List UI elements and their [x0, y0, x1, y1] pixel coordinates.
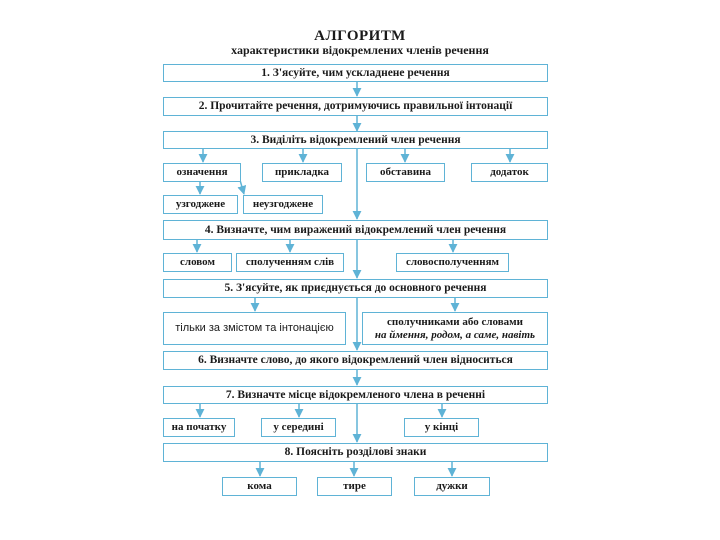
step3-option-obstavyna: обставина [366, 163, 445, 182]
step-2: 2. Прочитайте речення, дотримуючись правильної інтонації [163, 97, 548, 116]
step7-option-na-pochatku: на початку [163, 418, 235, 437]
step5-option-conjunctions [362, 312, 548, 345]
diagram-title: АЛГОРИТМ [314, 28, 406, 44]
step-6: 6. Визначте слово, до якого відокремлений член відноситься [163, 351, 548, 370]
step-1: 1. З'ясуйте, чим ускладнене речення [163, 64, 548, 82]
step8-option-koma: кома [222, 477, 297, 496]
step3-option-oznachennia: означення [163, 163, 241, 182]
step-4: 4. Визначте, чим виражений відокремлений член речення [163, 220, 548, 240]
step-8: 8. Поясніть розділові знаки [163, 443, 548, 462]
step7-option-u-seredyni: у середині [261, 418, 336, 437]
step7-option-u-kintsi: у кінці [404, 418, 479, 437]
step4-option-spoluchenniam: сполученням слів [236, 253, 344, 272]
step5-option-conjunctions-line2: на ймення, родом, а саме, навіть [374, 328, 536, 341]
step4-option-slovom: словом [163, 253, 232, 272]
step3-sub-uzghodzhene: узгоджене [163, 195, 238, 214]
step-7: 7. Визначте місце відокремленого члена в реченні [163, 386, 548, 404]
step3-option-prykladka: прикладка [262, 163, 342, 182]
step5-option-intonation: тільки за змістом та інтонацією [163, 312, 346, 345]
step8-option-tyre: тире [317, 477, 392, 496]
step4-option-slovospoluchenniam: словосполученням [396, 253, 509, 272]
step-3: 3. Виділіть відокремлений член речення [163, 131, 548, 149]
step8-option-duzhky: дужки [414, 477, 490, 496]
step-5: 5. З'ясуйте, як приєднується до основного речення [163, 279, 548, 298]
step5-option-conjunctions-line1: сполучниками або словами [386, 315, 524, 328]
diagram-subtitle: характеристики відокремлених членів речення [231, 43, 489, 57]
step3-sub-neuzghodzhene: неузгоджене [243, 195, 323, 214]
step3-option-dodatok: додаток [471, 163, 548, 182]
